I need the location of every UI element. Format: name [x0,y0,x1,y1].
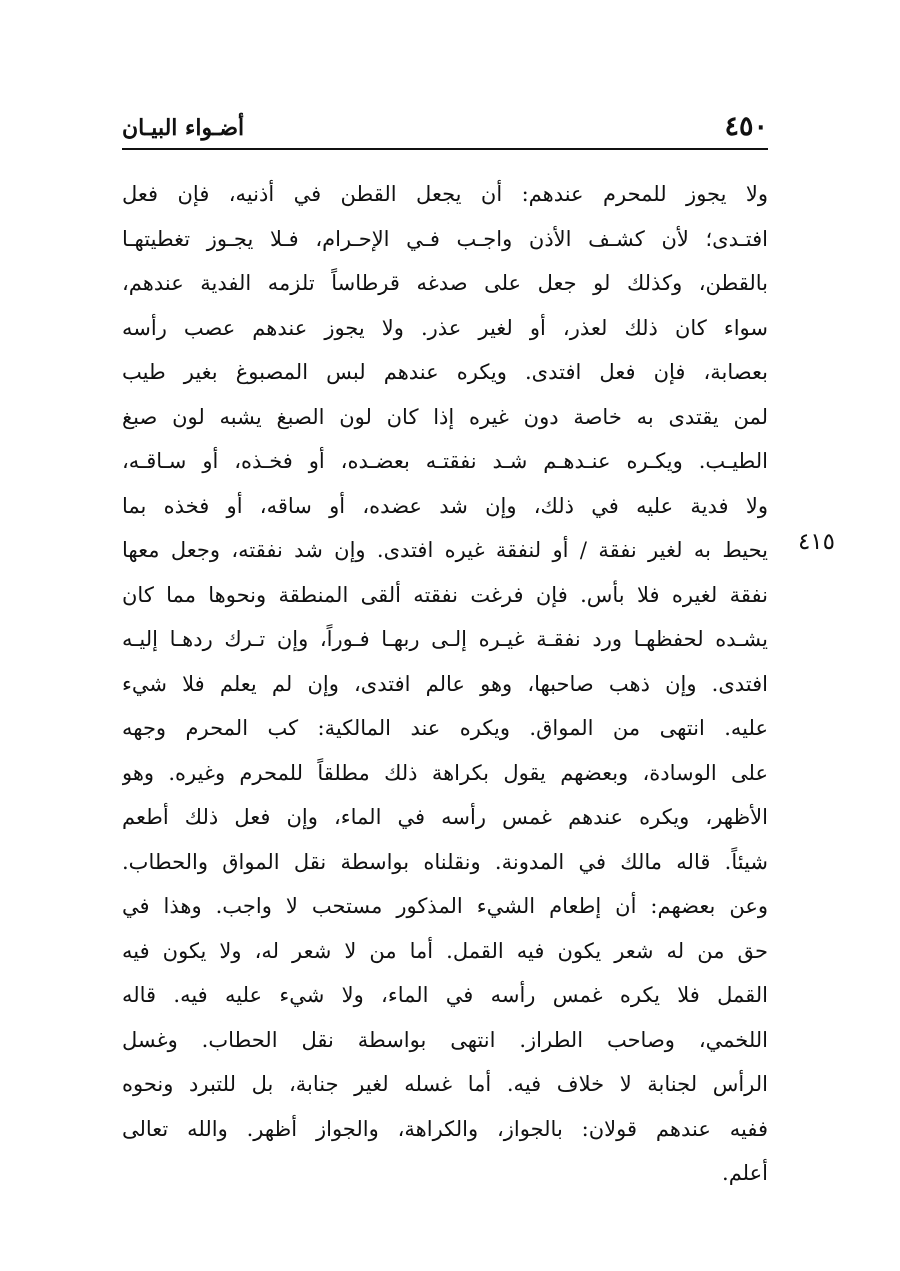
body-text [122,172,768,1196]
text-line: القمل فلا يكره غمس رأسه في الماء، ولا شيء عليه فيه. قاله [122,983,768,1007]
text-line: بعصابة، فإن فعل افتدى. ويكره عندهم لبس المصبوغ بغير طيب [122,360,768,384]
text-line-final: أعلم. [722,1161,768,1185]
page-number: ٤٥٠ [724,111,768,142]
text-line: وعن بعضهم: أن إطعام الشيء المذكور مستحب لا واجب. وهذا في [122,894,768,918]
text-line: على الوسادة، وبعضهم يقول بكراهة ذلك مطلقاً للمحرم وغيره. وهو [122,760,768,785]
text-line: حق من له شعر يكون فيه القمل. أما من لا شعر له، ولا يكون فيه [122,938,768,963]
text-line: ولا فدية عليه في ذلك، وإن شد عضده، أو ساقه، أو فخذه بما [122,493,768,518]
text-line: اللخمي، وصاحب الطراز. انتهى بواسطة نقل الحطاب. وغسل [122,1027,768,1052]
margin-page-reference: ٤١٥ [797,529,835,555]
text-line: شيئاً. قاله مالك في المدونة. ونقلناه بواسطة نقل المواق والحطاب. [122,849,768,874]
text-line: ولا يجوز للمحرم عندهم: أن يجعل القطن في أذنيه، فإن فعل [122,182,768,206]
text-line: يحيط به لغير نفقة / أو لنفقة غيره افتدى. وإن شد نفقته، وجعل معها [122,538,768,562]
text-line: سواء كان ذلك لعذر، أو لغير عذر. ولا يجوز عندهم عصب رأسه [122,315,768,340]
text-line: افتدى. وإن ذهب صاحبها، وهو عالم افتدى، وإن لم يعلم فلا شيء [122,671,768,696]
text-line: نفقة لغيره فلا بأس. فإن فرغت نفقته ألقى المنطقة ونحوها مما كان [122,582,768,607]
text-line: الرأس لجنابة لا خلاف فيه. أما غسله لغير جنابة، بل للتبرد ونحوه [122,1072,768,1096]
text-line: يشـده لحفظهـا ورد نفقـة غيـره إلـى ربهـا فـوراً، وإن تـرك ردهـا إليـه [122,627,768,651]
text-line: لمن يقتدى به خاصة دون غيره إذا كان لون الصبغ يشبه لون صبغ [122,404,768,429]
header-divider [122,148,768,150]
page-header [122,108,768,148]
text-line: الطيـب. ويكـره عنـدهـم شـد نفقتـه بعضـده، أو فخـذه، أو سـاقـه، [122,449,768,473]
text-line: عليه. انتهى من المواق. ويكره عند المالكية: كب المحرم وجهه [122,716,768,740]
running-title: أضـواء البيـان [122,115,245,141]
text-line: الأظهر، ويكره عندهم غمس رأسه في الماء، وإن فعل ذلك أطعم [122,805,768,829]
text-line: افتـدى؛ لأن كشـف الأذن واجـب فـي الإحـرام، فـلا يجـوز تغطيتهـا [122,226,768,251]
text-line: بالقطن، وكذلك لو جعل على صدغه قرطاساً تلزمه الفدية عندهم، [122,271,768,295]
text-line: ففيه عندهم قولان: بالجواز، والكراهة، والجواز أظهر. والله تعالى [122,1116,768,1141]
